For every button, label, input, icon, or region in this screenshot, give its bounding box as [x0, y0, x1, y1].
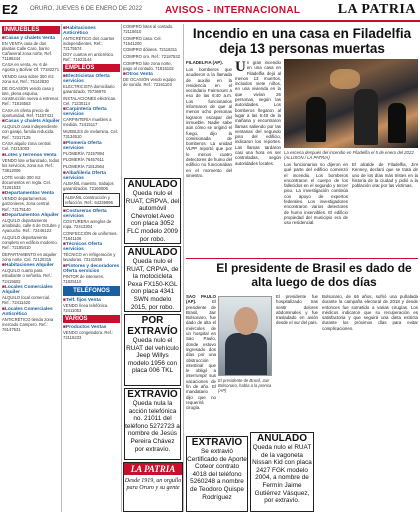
article-body-col — [276, 294, 318, 430]
article-headline: El presidente de Brasil es dado de alta luego de dos días — [216, 261, 412, 289]
portrait-caption: El presidente de Brasil, Jair Bolsonaro, habla a la prensa (AP) — [218, 378, 272, 393]
article-text: n gran incendio en una casa en Filadelfia dejó al menos 13 muertos, incluidos siete niños, en una vivienda en la que vivían 26 personas, según las autoridades. Los bomberos llegaron al lugar a las 6:40 de la mañana y encontraron llamas saliendo por las ventanas del segundo piso del edificio, indicaron los reportes. Las llamas tardaron casi una hora en ser controladas, según autoridades locales. — [235, 60, 281, 166]
article-body-col — [352, 162, 418, 256]
classified-ad: DE OCASIÓN vendo casa y lote, plena esquina, construcción nueva a estrenar. Ref.: 71816553 — [2, 85, 60, 107]
article-dateline: SAO PAULO (AP). — [186, 294, 216, 305]
notice-extravio-1 — [124, 388, 181, 460]
classified-ad: DE OCASIÓN vendo equipo de sonido. Ref.: 72161103 — [123, 77, 176, 88]
classified-ad: PLOMERÍA 71812564 — [63, 163, 105, 169]
article-body-col — [235, 60, 281, 256]
classified-ad: CONFECCIÓN de uniformes. 71841106 — [63, 230, 118, 241]
photo-detail — [306, 97, 326, 142]
newspaper-logo: LA PATRIA — [337, 2, 416, 17]
section-telefonos: TELÉFONOS — [63, 286, 120, 296]
notice-body: Queda nula la acción telefónica no. 21011 del teléfono 5272723 a nombre de Jesús Pereira Chávez por extravío. — [125, 400, 180, 453]
classified-ad: ALQUILO departamento completo en edificio moderno. Ref.: 72185410 — [2, 234, 58, 251]
classified-ad: ALQUILO casa independiente con garaje, familia reducida. Ref.: 72317125 — [2, 124, 58, 140]
classified-ad-boxed: ALBAÑIL construcción y refacción. Ref.: 64235896 — [63, 193, 120, 207]
category-heading: ■ Otros Venta — [123, 72, 181, 77]
notice-title: EXTRAVÍO — [191, 437, 243, 448]
classified-ad: COMPRO lotes al contado. 72115610 — [123, 24, 174, 35]
classified-ad: PLOMERÍA 72157894 — [63, 150, 105, 156]
category-heading: ■ Casas y chalets Alquiler — [2, 119, 60, 124]
classified-ad: CASA en venta, Av. 6 de Agosto y Bolívar Of. 77182271 — [2, 62, 60, 73]
notice-anulado-2 — [124, 246, 181, 312]
classified-ad: ANTICRÉTICO tienda zona mercado Campero. Ref.: 76147531 — [2, 316, 54, 333]
classified-ad: VENDO departamentos, garzonieres, zona central. Ref.: 72175140 — [2, 196, 51, 212]
article-body-col — [186, 294, 216, 434]
column-divider — [61, 24, 62, 512]
article-text: Los investigadores encontraron varios detectores de humo inservibles. El edificio propiedad del municipio era de uso residencial. — [284, 199, 348, 226]
article-text: Los bomberos que acudieron a la llamada de auxilio en la residencia en el vecindario Fairmount a eso de las 6:40 a.m. Los funcionarios informaron de que al menos ocho personas lograron escapar del inmueble. Nadie sabe aún cómo se originó el fuego, dijo la comisionada de bomberos. La unidad VLPP reportó que por lo menos cuatro detectores de humo del edificio no funcionaban en el momento del siniestro. — [186, 67, 232, 178]
house-ad-tagline: Desde 1919, un orgullo para Oruro y su gente — [124, 478, 182, 492]
classified-ad: PINTOR de interiores. 71825110 — [63, 273, 105, 285]
classified-ad: INSTALACIONES eléctricas. Cel. 71230114 — [63, 95, 117, 106]
photo-detail — [388, 103, 406, 143]
category-heading: ■ Albañilería Oferta servicios — [63, 171, 120, 181]
classified-ad: ALQUILO cuarto para estudiante o señorita. Ref.: 72415602 — [2, 268, 53, 284]
classified-ad: TÉCNICO en refrigeración y lavadoras. 73141556 — [63, 252, 116, 263]
classifieds-column-2 — [63, 24, 120, 512]
classified-ad: CARPINTERÍA muebles a medida. 72415117 — [63, 117, 112, 128]
classified-ad: ALQUILO departamento amoblado, calle 6 de Octubre y Ayacucho. Ref.: 72446122 — [2, 218, 60, 234]
article-photo — [284, 59, 418, 148]
article-portrait — [218, 296, 272, 376]
classified-ad: COMPRO lote zona norte, pago al contado. 71815102 — [123, 60, 174, 71]
section-inmuebles: INMUEBLES — [2, 26, 60, 34]
article-text: El alcalde de Filadelfia, Jim Kenney, declaró que se trata de uno de los días más tristes en la historia de la ciudad y pidió a la población orar por las víctimas. — [352, 162, 418, 189]
photo-caption: La escena después del incendio en Filadelfia el 5 de enero del 2022 (ALLISON / LA PATRIA) — [284, 150, 414, 161]
section-varios: VARIOS — [63, 315, 120, 323]
notice-body: Queda nulo el RUAT, CRPVA, de la motocicleta Pexa FX150-KGL con placa 4341 SWN modelo 2015, por robo. — [126, 258, 179, 311]
notice-title: ANULADO — [257, 433, 307, 444]
notice-title: EXTRAVÍO — [127, 389, 178, 400]
category-heading: ■ Habitaciones Alquiler — [2, 263, 60, 268]
notice-body: Queda nulo el RUAT del vehículo Jeep Willys modelo 1956 con placa 006 TKL — [126, 337, 179, 375]
classified-ad: VENDO casa sobre 300 m2 zona sur, Ref.: 75142830 — [2, 74, 54, 85]
house-ad-logo: LA PATRIA — [124, 463, 182, 475]
notice-title: POR EXTRAVÍO — [127, 315, 178, 337]
classified-ad: CASA alquilo zona central. Cel. 74213003 — [2, 141, 52, 152]
classified-ad: ALBAÑIL maestro, trabajos garantizados. 72160006 — [63, 180, 114, 191]
house-ad — [123, 462, 183, 512]
notice-extravio-2 — [186, 436, 248, 512]
classified-ad: VENDO lote urbanizado, todos los servicios, zona sur. Ref.: 73812006 — [2, 157, 60, 173]
notice-title: ANULADO — [127, 179, 178, 190]
article-body-col — [284, 162, 348, 256]
classified-ad: COSTURERA arreglos de ropa. 72413304 — [63, 218, 112, 229]
article-dateline: FILADELFIA (AP). — [186, 60, 223, 65]
article-body-col — [186, 67, 232, 255]
category-heading: ■ Locales Comerciales Alquiler — [2, 285, 60, 295]
category-heading: ■ Departamentos Venta — [2, 191, 60, 196]
category-heading: ■ Pintores y decoradores Oferta servicios — [63, 264, 120, 274]
classified-ad: COMPRO casa. Cel. 71541200 — [123, 35, 162, 46]
notice-anulado-1 — [124, 178, 181, 244]
classified-ad: VENDO congeladora. Ref.: 72116233 — [63, 329, 114, 340]
notice-body: Queda nulo el RUAT de la vagoneta Nissan Kid con placa 2427 FGK modelo 2004, a nombre de Fermín Jaime Gutiérrez Vásquez, por extravío. — [252, 444, 312, 505]
notice-anulado-3 — [250, 432, 314, 512]
category-heading: ■ Plomería Oferta servicios — [63, 141, 120, 151]
page-header — [0, 0, 420, 22]
classified-ad: CASA en oferta precio de oportunidad, Ref. 71187421 — [2, 107, 54, 118]
category-heading: ■ Carpintería Oferta servicios — [63, 107, 120, 117]
column-divider — [183, 24, 184, 512]
notice-title: ANULADO — [127, 247, 178, 258]
category-heading: ■ Telf. fijos Venta — [63, 298, 120, 303]
notice-body: Queda nulo el RUAT, CRPVA, del automóvil Chevrolet Aveo con placa 3052 FLC modelo 2009 por robo. — [125, 190, 180, 243]
portrait-detail — [234, 307, 258, 335]
classified-ad: EN VENTA casa de dos plantas Calle Caro, barrio Cañaveral zona norte, Ref. 71186244 — [2, 40, 53, 61]
category-heading: ■ Costureras Oferta servicios — [63, 209, 120, 219]
classified-ad: LOTE vendo 300 m2 documentos en regla. Cel. 71261533 — [2, 174, 51, 190]
classifieds-column-1 — [2, 24, 60, 512]
notice-por-extravio — [124, 314, 181, 386]
article-headline: Incendio en una casa en Filadelfia deja 13 personas muertas — [192, 26, 412, 56]
classified-ad: COMPRO oro. Ref.: 72187532 — [123, 53, 181, 59]
classified-ad: COMPRO dólares. 72116311 — [123, 47, 178, 53]
classified-ad: MUEBLES de melamina. Cel. 73134510 — [63, 129, 118, 140]
section-title: AVISOS - INTERNACIONAL — [165, 5, 301, 16]
section-empleos: EMPLEOS — [63, 64, 120, 72]
classifieds-column-3 — [123, 24, 181, 174]
category-heading: ■ Habitaciones Anticrético — [63, 26, 120, 36]
category-heading: ■ Casas y chalets Venta — [2, 36, 60, 41]
page-number: E2 — [2, 2, 18, 17]
classified-ad: DEPARTAMENTO en alquiler zona norte. Cel. 72120315 — [2, 251, 57, 262]
classified-ad: VENDO línea telefónica. 72411053 — [63, 303, 109, 314]
article-text: El presidente de Brasil, Jair Bolsonaro, fue dado de alta el miércoles de un hospital en Sao Paulo, donde estuvo ingresado dos días por una obstrucción intestinal que le obligó a interrumpir sus vacaciones de fin de año. El mandatario dijo que no requerirá cirugía. — [186, 299, 216, 411]
classified-ad: ANTICRÉTICO dos cuartos independientes. Ref.: 72175574 — [63, 35, 115, 51]
column-divider — [121, 24, 122, 512]
classified-ad: ELECTRICISTA domiciliario garantizado. 75736976 — [63, 83, 115, 95]
category-heading: ■ Locales Comerciales Anticrético — [2, 307, 60, 317]
article-body-col — [322, 294, 418, 512]
article-dropcap: U — [235, 60, 246, 75]
photo-detail — [330, 69, 360, 89]
category-heading: ■ Técnicos Oferta servicios — [63, 242, 120, 252]
article-text: Los funcionarios no dijeron en qué parte del edificio comenzó el incendio. Los bomberos encontraron el cuerpo de los fallecidos en el segundo y tercer piso. La investigación continúa con apoyo de expertos federales. — [284, 162, 348, 205]
classified-ad: DOY cuartos en anticrético. Ref.: 71523144 — [63, 52, 115, 63]
classified-ad: PLOMERÍA 76457611 — [63, 157, 104, 163]
notice-body: Se extravió Certificado de Aporte Coteor contrato 4018 del teléfono 5260248 a nombre de Teodoro Quispe Rodríguez — [187, 448, 247, 501]
page-date: ORURO, JUEVES 6 DE ENERO DE 2022 — [30, 6, 143, 12]
category-heading: ■ Productos Ventas — [63, 325, 120, 330]
category-heading: ■ Electricistas Oferta servicios — [63, 74, 120, 84]
category-heading: ■ Departamentos Alquiler — [2, 213, 60, 218]
classified-ad: ALQUILO local comercial. Ref.: 72411420 — [2, 295, 51, 306]
article-text: El presidente fue hospitalizado tras sentir dolores abdominales y fue trasladado en avión desde el sur del país. — [276, 294, 318, 326]
article-text: Bolsonaro, de 66 años, sufrió una puñalada durante la campaña electoral de 2018 y desde entonces fue sometido a varias cirugías. Los médicos indicaron que su recuperación es satisfactoria y que seguirá una dieta estricta durante los próximos días para evitar complicaciones. — [322, 294, 418, 331]
category-heading: ■ Lotes y terrenos Venta — [2, 153, 60, 158]
article-divider — [186, 258, 418, 259]
photo-detail — [354, 89, 378, 145]
portrait-detail — [225, 333, 267, 376]
